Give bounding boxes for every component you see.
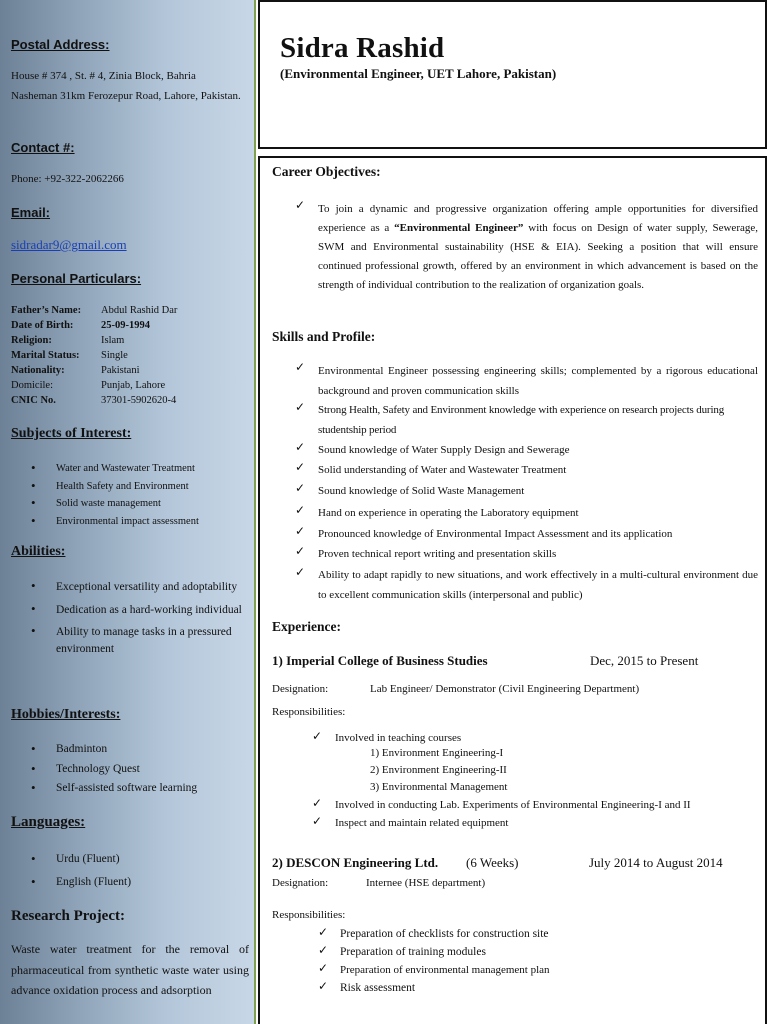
abilities-list [31,579,246,663]
list-item: • English (Fluent) [31,871,246,894]
checkmark-icon: ✓ [295,524,306,538]
list-item: • Ability to manage tasks in a pressured environment [31,624,246,657]
responsibilities-label: Responsibilities: [272,706,346,718]
hobbies-heading: Hobbies/Interests: [11,707,121,722]
responsibility-item: Preparation of environmental management plan [340,964,550,976]
personal-row [11,378,251,393]
research-heading: Research Project: [11,908,125,924]
personal-key: Father’s Name: [11,305,82,316]
career-objective-text [318,200,758,295]
subjects-list [31,460,246,530]
hobbies-list [31,740,246,799]
list-item: • Technology Quest [31,760,246,780]
personal-key: CNIC No. [11,395,56,406]
personal-value: Abdul Rashid Dar [101,305,178,316]
abilities-heading: Abilities: [11,544,66,559]
list-item: • Self-assisted software learning [31,779,246,799]
experience-heading: Experience: [272,619,341,634]
list-item: • Exceptional versatility and adoptability [31,579,246,596]
skill-item: Ability to adapt rapidly to new situations, and work effectively in a multi-cultural environment due to excellent communication skills (interpersonal and public) [318,569,758,601]
research-description: Waste water treatment for the removal of pharmaceutical from synthetic waste water using advance oxidation process and adsorption [11,942,249,997]
responsibilities-label: Responsibilities: [272,909,346,921]
personal-row [11,318,251,333]
personal-key: Religion: [11,335,52,346]
skills-heading: Skills and Profile: [272,329,376,344]
personal-key: Date of Birth: [11,320,74,331]
checkmark-icon: ✓ [318,925,329,939]
checkmark-icon: ✓ [312,729,323,743]
skill-item: Sound knowledge of Solid Waste Management [318,485,525,497]
checkmark-icon: ✓ [295,440,306,454]
postal-address-heading: Postal Address: [11,37,110,52]
checkmark-icon: ✓ [295,360,306,374]
list-item: • Health Safety and Environment [31,478,246,496]
personal-row [11,348,251,363]
checkmark-icon: ✓ [295,481,306,495]
personal-value: Pakistani [101,365,140,376]
list-item: • Dedication as a hard-working individual [31,602,246,619]
skill-item: Solid understanding of Water and Wastewater Treatment [318,464,567,476]
checkmark-icon: ✓ [318,979,329,993]
list-item: • Solid waste management [31,495,246,513]
designation-value: Lab Engineer/ Demonstrator (Civil Engineering Department) [370,683,640,695]
checkmark-icon: ✓ [295,503,306,517]
course-item: 3) Environmental Management [370,781,508,793]
skill-item: Environmental Engineer possessing engineering skills; complemented by a rigorous educational background and proven communication skills [318,365,758,397]
list-item: • Environmental impact assessment [31,513,246,531]
responsibility-item: Involved in conducting Lab. Experiments of Environmental Engineering-I and II [335,799,691,811]
career-text-bold: “Environmental Engineer” [394,222,524,234]
career-text-part: with focus on Design of water supply, Sewerage, SWM and Environmental sustainability (HSE & EIA). Seeking a position that will ensure continued professional growth, offered by an environment in which advancement is based on the strength of individual contribution to the realization of organization goals. [318,222,758,291]
personal-row [11,333,251,348]
responsibility-item: Preparation of checklists for construction site [340,928,549,940]
personal-particulars-heading: Personal Particulars: [11,271,142,286]
personal-row [11,393,251,408]
checkmark-icon: ✓ [295,198,306,212]
skill-item: Strong Health, Safety and Environment knowledge with experience on research projects during studentship period [318,404,725,436]
candidate-subtitle: (Environmental Engineer, UET Lahore, Pakistan) [280,66,557,81]
experience-1-title: 1) Imperial College of Business Studies [272,653,488,668]
email-heading: Email: [11,205,51,220]
career-objectives-heading: Career Objectives: [272,164,381,179]
personal-row [11,303,251,318]
experience-2-title: 2) DESCON Engineering Ltd. [272,855,439,870]
skill-item: Hand on experience in operating the Laboratory equipment [318,507,579,519]
phone-number: Phone: +92-322-2062266 [11,173,124,185]
languages-list [31,848,246,894]
subjects-heading: Subjects of Interest: [11,426,132,441]
personal-value: Punjab, Lahore [101,380,166,391]
checkmark-icon: ✓ [295,565,306,579]
sidebar [0,0,256,1024]
experience-2-date: July 2014 to August 2014 [589,855,723,870]
responsibility-item: Preparation of training modules [340,946,486,958]
skill-item: Proven technical report writing and presentation skills [318,548,557,560]
checkmark-icon: ✓ [318,943,329,957]
postal-address: House # 374 , St. # 4, Zinia Block, Bahria Nasheman 31km Ferozepur Road, Lahore, Pakistan. [11,70,241,102]
checkmark-icon: ✓ [295,400,306,414]
course-item: 2) Environment Engineering-II [370,764,507,776]
designation-label: Designation: [272,683,329,695]
personal-value: Single [101,350,128,361]
list-item: • Urdu (Fluent) [31,848,246,871]
designation-label: Designation: [272,877,329,889]
contact-heading: Contact #: [11,140,75,155]
checkmark-icon: ✓ [312,796,323,810]
checkmark-icon: ✓ [312,814,323,828]
skill-item: Sound knowledge of Water Supply Design and Sewerage [318,444,570,456]
personal-particulars [11,303,251,408]
candidate-name: Sidra Rashid [280,32,445,64]
course-item: 1) Environment Engineering-I [370,747,504,759]
personal-key: Nationality: [11,365,65,376]
checkmark-icon: ✓ [295,460,306,474]
list-item: • Badminton [31,740,246,760]
responsibility-item: Risk assessment [340,982,416,994]
email-link[interactable]: sidradar9@gmail.com [11,237,127,252]
personal-key: Domicile: [11,380,53,391]
experience-2-duration: (6 Weeks) [466,855,519,870]
responsibility-item: Inspect and maintain related equipment [335,817,509,829]
personal-row [11,363,251,378]
list-item: • Water and Wastewater Treatment [31,460,246,478]
designation-value: Internee (HSE department) [366,877,486,889]
skill-item: Pronounced knowledge of Environmental Impact Assessment and its application [318,528,673,540]
responsibility-item: Involved in teaching courses [335,732,462,744]
personal-value: 25-09-1994 [101,320,150,331]
languages-heading: Languages: [11,814,86,830]
personal-value: Islam [101,335,125,346]
main-content [258,156,767,1024]
career-text-part: To join a dynamic and progressive organization offering ample opportunities for diversified experience as a [318,203,758,234]
experience-1-date: Dec, 2015 to Present [590,653,699,668]
personal-value: 37301-5902620-4 [101,395,177,406]
checkmark-icon: ✓ [295,544,306,558]
header [258,0,767,149]
personal-key: Marital Status: [11,350,80,361]
checkmark-icon: ✓ [318,961,329,975]
